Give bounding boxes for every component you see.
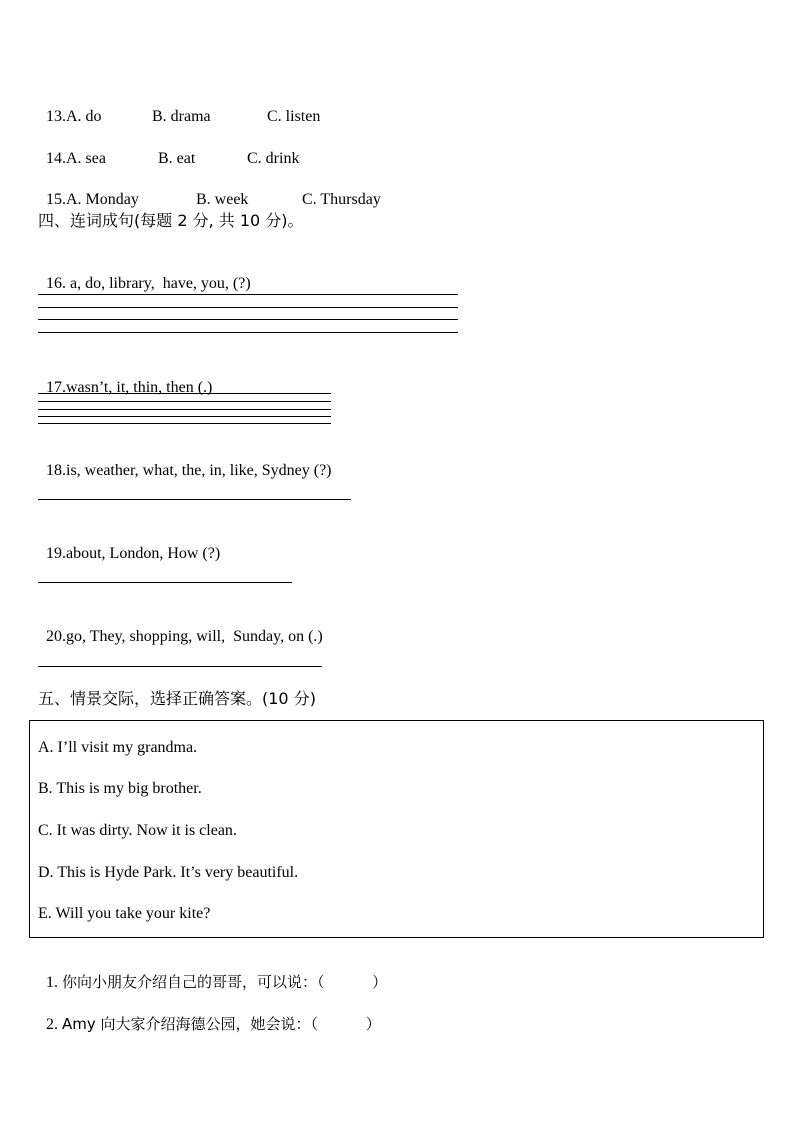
answer-line[interactable]	[38, 666, 322, 667]
section-5-title: 五、情景交际，选择正确答案。(10 分)	[38, 689, 316, 708]
option-b: B. eat	[158, 150, 196, 167]
question-number: 18.	[46, 462, 66, 479]
question-words: about, London, How (?)	[66, 545, 221, 562]
option-c: C. drink	[247, 150, 300, 167]
question-19	[38, 524, 220, 564]
answer-line[interactable]	[38, 409, 331, 410]
option-a: A. Monday	[66, 191, 139, 208]
section-4-title: 四、连词成句(每题 2 分, 共 10 分)。	[38, 211, 304, 230]
question-text: Amy 向大家介绍海德公园，她会说：（ ）	[62, 1015, 381, 1033]
option-d: D. This is Hyde Park. It’s very beautiful.	[38, 864, 299, 881]
question-17	[38, 358, 212, 398]
option-c: C. It was dirty. Now it is clean.	[38, 822, 237, 839]
answer-line[interactable]	[38, 393, 331, 394]
option-a: A. do	[66, 108, 102, 125]
question-15	[38, 170, 381, 210]
question-number: 2.	[46, 1016, 58, 1033]
question-words: is, weather, what, the, in, like, Sydney (?)	[66, 462, 332, 479]
answer-line[interactable]	[38, 307, 458, 308]
question-words: wasn’t, it, thin, then (.)	[66, 379, 213, 396]
option-b: B. week	[196, 191, 249, 208]
question-number: 13.	[46, 108, 66, 125]
question-number: 15.	[46, 191, 66, 208]
question-18	[38, 441, 332, 481]
answer-line[interactable]	[38, 401, 331, 402]
question-14	[38, 129, 299, 169]
option-a: A. I’ll visit my grandma.	[38, 739, 198, 756]
answer-line[interactable]	[38, 499, 351, 500]
option-e: E. Will you take your kite?	[38, 905, 211, 922]
answer-line[interactable]	[38, 319, 458, 320]
answer-line[interactable]	[38, 332, 458, 333]
answer-line[interactable]	[38, 294, 458, 295]
question-13	[38, 87, 320, 127]
question-words: go, They, shopping, will, Sunday, on (.)	[66, 628, 323, 645]
question-number: 16.	[46, 275, 66, 292]
question-20	[38, 607, 323, 647]
question-16	[38, 254, 251, 294]
question-text: 你向小朋友介绍自己的哥哥，可以说：（ ）	[62, 973, 388, 991]
question-number: 20.	[46, 628, 66, 645]
dialogue-question-1	[38, 952, 387, 993]
option-b: B. This is my big brother.	[38, 780, 202, 797]
question-number: 17.	[46, 379, 66, 396]
answer-line[interactable]	[38, 423, 331, 424]
option-c: C. listen	[267, 108, 321, 125]
option-b: B. drama	[152, 108, 211, 125]
question-number: 14.	[46, 150, 66, 167]
question-words: a, do, library, have, you, (?)	[66, 275, 251, 292]
answer-line[interactable]	[38, 416, 331, 417]
answer-line[interactable]	[38, 582, 292, 583]
question-number: 19.	[46, 545, 66, 562]
option-c: C. Thursday	[302, 191, 381, 208]
dialogue-question-2	[38, 994, 381, 1035]
question-number: 1.	[46, 974, 58, 991]
option-a: A. sea	[66, 150, 106, 167]
